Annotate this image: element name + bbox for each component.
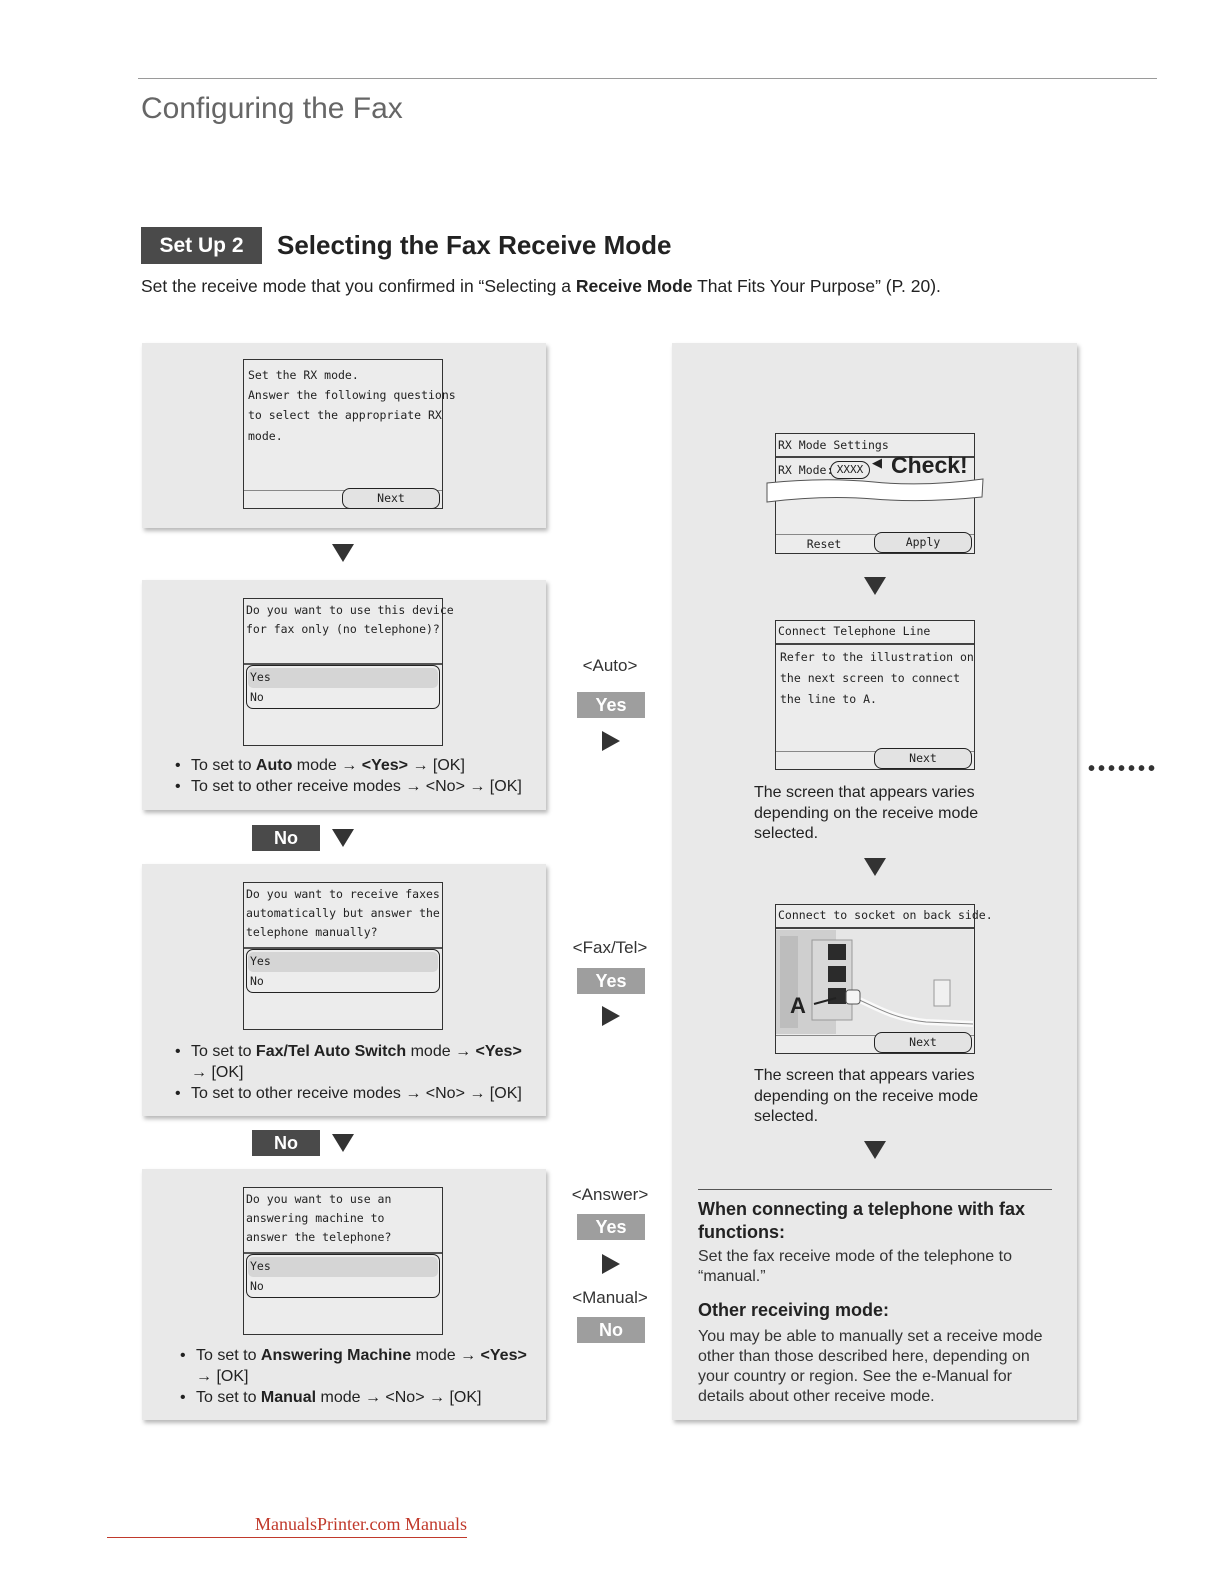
socket-label-a: A [790,993,806,1018]
continue-dots: ••••••• [1088,758,1159,780]
note-other-heading: Other receiving mode: [698,1300,890,1320]
mode-label-auto: <Auto> [582,656,638,675]
panel-faxtel-question [142,864,546,1116]
text: To set to [191,1043,256,1060]
rx-mode-label: RX Mode: [778,463,834,477]
note-telephone-heading: When connecting a telephone with fax functions: [698,1199,1026,1242]
next-button[interactable]: Next [874,748,972,769]
lcd-rx-intro [243,359,456,509]
reset-button[interactable]: Reset [806,537,842,551]
intro-bold: Receive Mode [575,276,693,296]
setup-badge: Set Up 2 [141,227,262,264]
arrow-down-icon [864,577,886,595]
faxtel-instructions [175,1041,535,1104]
mode-label-manual: <Manual> [572,1288,648,1307]
no-tag: No [252,1130,320,1156]
selected-highlight [248,1257,438,1277]
lcd-title: Connect Telephone Line [778,624,931,638]
check-label: Check! [891,452,968,478]
answer-instructions [180,1345,540,1408]
option-yes[interactable]: Yes [250,670,271,684]
key-name: <Yes> [361,757,408,774]
text: mode → [411,1347,481,1364]
text: → [OK] [191,1064,244,1081]
next-button[interactable]: Next [342,488,440,509]
option-yes[interactable]: Yes [250,1259,271,1273]
page-title: Configuring the Fax [141,92,403,125]
mode-name: Fax/Tel Auto Switch [255,1043,407,1060]
yes-tag: Yes [577,692,645,718]
instruction-item [175,1041,535,1083]
instruction-item [180,1387,540,1408]
intro-post: That Fits Your Purpose” (P. 20). [692,276,941,296]
next-button[interactable]: Next [874,1032,972,1053]
lcd-line: Do you want to use an [246,1192,392,1206]
header-rule [138,78,1157,79]
lcd-line: Refer to the illustration on [780,650,974,664]
note-other-text: You may be able to manually set a receive mode other than those described here, depending on your country or region. See the e-Manual for details about other receive mode. [698,1328,1043,1405]
auto-instructions [175,755,535,797]
option-no[interactable]: No [250,1279,264,1293]
lcd-answer-question [243,1187,443,1335]
lcd-line: telephone manually? [246,925,378,939]
no-tag: No [577,1317,645,1343]
lcd-line: Do you want to receive faxes [246,887,440,901]
option-yes[interactable]: Yes [250,954,271,968]
arrow-down-icon [332,1134,354,1152]
caption-varies: The screen that appears varies depending on the receive mode selected. [754,784,979,842]
lcd-line: Answer the following questions [248,388,456,402]
lcd-line: the line to A. [780,692,877,706]
lcd-line: the next screen to connect [780,671,961,685]
text: To set to [191,757,256,774]
notes-rule [698,1189,1052,1190]
panel-confirm-settings [672,343,1077,1420]
arrow-right-icon [602,731,620,751]
lcd-line: answering machine to [246,1211,385,1225]
yes-no-list [246,949,440,993]
text: mode → [292,757,362,774]
selected-highlight [248,952,438,972]
lcd-divider [776,643,974,645]
panel-rx-intro [142,343,546,528]
text: To set to [196,1389,261,1406]
arrow-right-icon [602,1006,620,1026]
instruction-item [175,755,535,776]
lcd-line: for fax only (no telephone)? [246,622,440,636]
lcd-title: Connect to socket on back side. [778,908,993,922]
intro-text [141,276,941,297]
lcd-connect-line [775,620,975,770]
rx-mode-value[interactable]: XXXX [830,461,870,479]
yes-no-list [246,665,440,709]
arrow-down-icon [864,1141,886,1159]
lcd-divider [776,927,974,929]
lcd-line: mode. [248,429,283,443]
yes-no-list [246,1254,440,1298]
text: mode → [406,1043,476,1060]
yes-tag: Yes [577,968,645,994]
lcd-title: RX Mode Settings [778,438,889,452]
pointer-left-icon: ◀ [872,455,882,470]
lcd-line: Set the RX mode. [248,368,359,382]
panel-auto-question [142,580,546,810]
lcd-line: to select the appropriate RX [248,408,442,422]
mode-label-faxtel: <Fax/Tel> [572,938,648,957]
mode-name: Manual [260,1389,317,1406]
mode-name: Auto [255,757,293,774]
lcd-line: Do you want to use this device [246,603,454,617]
text: → [OK] [196,1368,249,1385]
arrow-right-icon [602,1254,620,1274]
mode-name: Answering Machine [260,1347,412,1364]
text: mode → <No> → [OK] [316,1389,482,1406]
instruction-item: • To set to other receive modes → <No> → [OK] [175,1083,535,1104]
selected-highlight [248,668,438,688]
lcd-faxtel-question [243,882,443,1030]
lcd-line: answer the telephone? [246,1230,392,1244]
text: → [OK] [408,757,465,774]
arrow-down-icon [332,829,354,847]
intro-pre: Set the receive mode that you confirmed in “Selecting a [141,276,576,296]
yes-tag: Yes [577,1214,645,1240]
instruction-item: • To set to other receive modes → <No> → [OK] [175,776,535,797]
option-no[interactable]: No [250,974,264,988]
option-no[interactable]: No [250,690,264,704]
key-name: <Yes> [475,1043,522,1060]
footer-link[interactable]: ManualsPrinter.com Manuals [107,1514,467,1538]
note-telephone-text: Set the fax receive mode of the telephone to “manual.” [698,1248,1012,1285]
panel-answer-question [142,1169,546,1420]
key-name: <Yes> [480,1347,527,1364]
arrow-down-icon [332,544,354,562]
instruction-item [180,1345,540,1387]
caption-varies: The screen that appears varies depending on the receive mode selected. [754,1067,979,1125]
lcd-auto-question [243,598,454,746]
mode-label-answer: <Answer> [571,1185,649,1204]
text: To set to [196,1347,261,1364]
lcd-connect-socket [775,904,993,1054]
no-tag: No [252,825,320,851]
lcd-line: automatically but answer the [246,906,440,920]
apply-button[interactable]: Apply [874,532,972,553]
section-title: Selecting the Fax Receive Mode [277,230,672,260]
arrow-down-icon [864,858,886,876]
